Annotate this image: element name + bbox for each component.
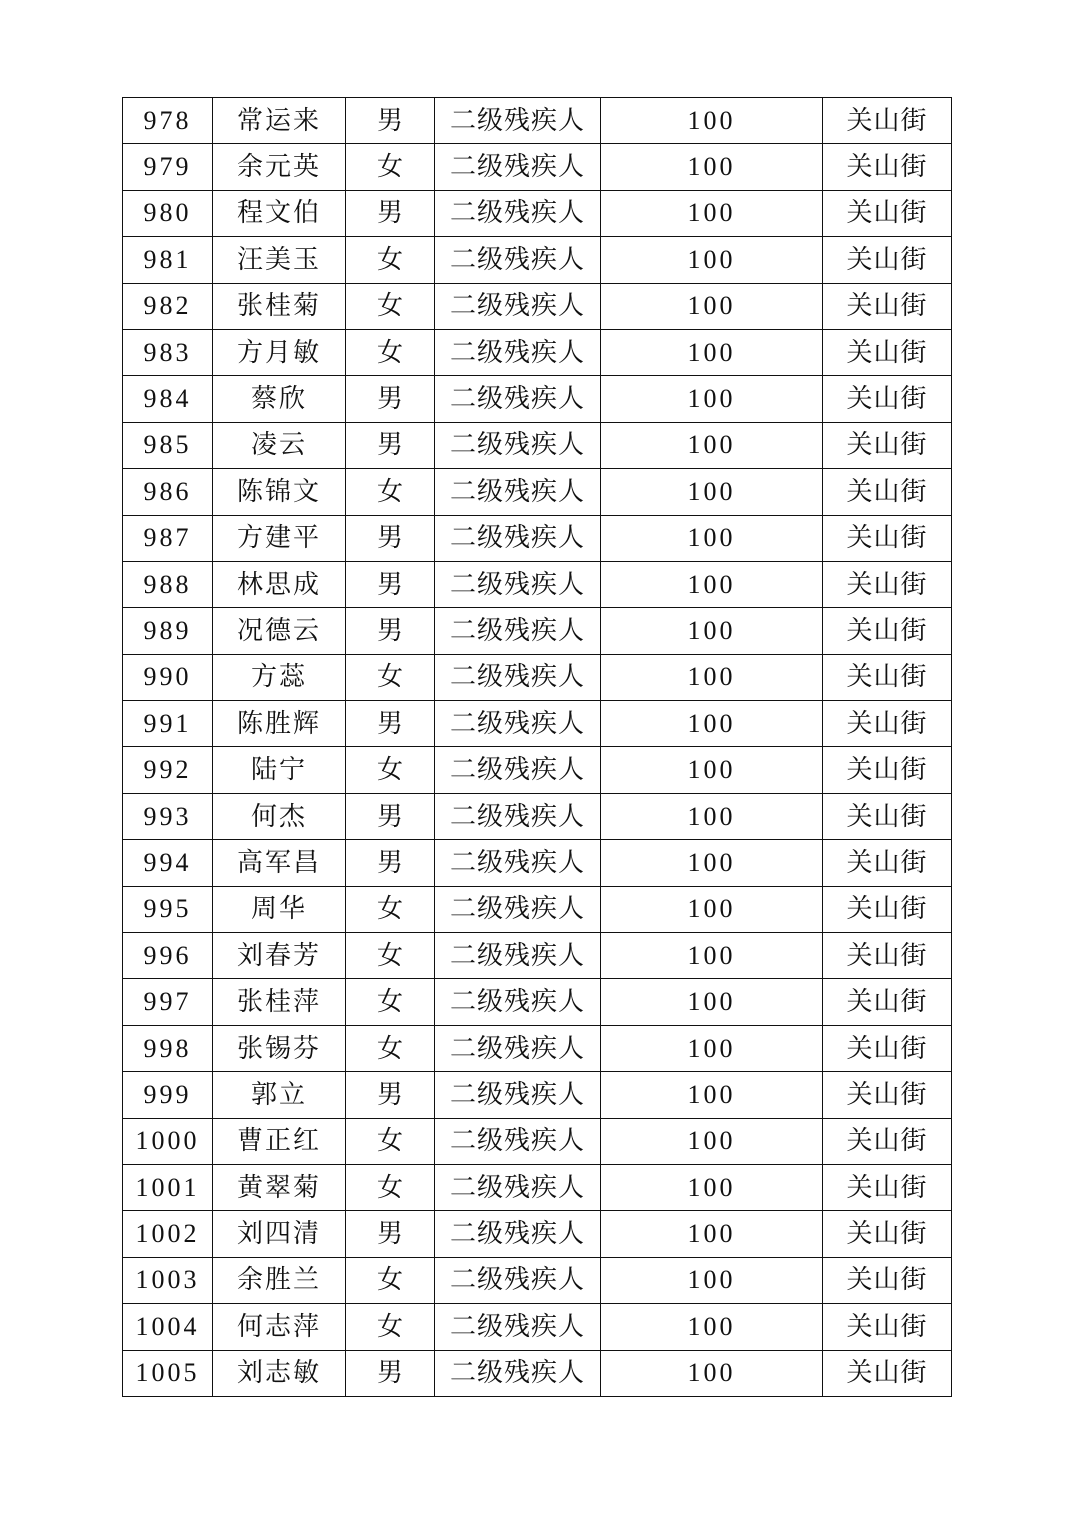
amount-cell: 100	[601, 747, 823, 793]
street-cell: 关山街	[823, 654, 952, 700]
disability-category-cell: 二级残疾人	[435, 1350, 601, 1396]
disability-category-cell: 二级残疾人	[435, 1072, 601, 1118]
street-cell: 关山街	[823, 98, 952, 144]
street-cell: 关山街	[823, 329, 952, 375]
disability-category-cell: 二级残疾人	[435, 1257, 601, 1303]
disability-category-cell: 二级残疾人	[435, 608, 601, 654]
table-row	[123, 422, 952, 468]
amount-cell: 100	[601, 422, 823, 468]
serial-number-cell: 978	[123, 98, 213, 144]
serial-number-cell: 995	[123, 886, 213, 932]
table-row	[123, 747, 952, 793]
amount-cell: 100	[601, 1025, 823, 1071]
gender-cell: 男	[346, 515, 435, 561]
gender-cell: 男	[346, 608, 435, 654]
roster-table	[122, 97, 952, 1397]
gender-cell: 女	[346, 329, 435, 375]
gender-cell: 男	[346, 793, 435, 839]
table-row	[123, 1025, 952, 1071]
street-cell: 关山街	[823, 1304, 952, 1350]
gender-cell: 男	[346, 190, 435, 236]
serial-number-cell: 985	[123, 422, 213, 468]
table-row	[123, 933, 952, 979]
gender-cell: 女	[346, 144, 435, 190]
disability-category-cell: 二级残疾人	[435, 747, 601, 793]
disability-category-cell: 二级残疾人	[435, 237, 601, 283]
name-cell: 陈胜辉	[213, 701, 346, 747]
gender-cell: 女	[346, 469, 435, 515]
disability-category-cell: 二级残疾人	[435, 190, 601, 236]
serial-number-cell: 991	[123, 701, 213, 747]
street-cell: 关山街	[823, 747, 952, 793]
name-cell: 刘志敏	[213, 1350, 346, 1396]
table-row	[123, 329, 952, 375]
serial-number-cell: 981	[123, 237, 213, 283]
disability-category-cell: 二级残疾人	[435, 561, 601, 607]
street-cell: 关山街	[823, 422, 952, 468]
disability-category-cell: 二级残疾人	[435, 422, 601, 468]
gender-cell: 男	[346, 561, 435, 607]
gender-cell: 女	[346, 747, 435, 793]
serial-number-cell: 1003	[123, 1257, 213, 1303]
gender-cell: 男	[346, 1211, 435, 1257]
amount-cell: 100	[601, 793, 823, 839]
amount-cell: 100	[601, 979, 823, 1025]
disability-category-cell: 二级残疾人	[435, 376, 601, 422]
serial-number-cell: 988	[123, 561, 213, 607]
table-row	[123, 1350, 952, 1396]
disability-category-cell: 二级残疾人	[435, 933, 601, 979]
serial-number-cell: 999	[123, 1072, 213, 1118]
serial-number-cell: 987	[123, 515, 213, 561]
amount-cell: 100	[601, 283, 823, 329]
name-cell: 曹正红	[213, 1118, 346, 1164]
disability-category-cell: 二级残疾人	[435, 840, 601, 886]
street-cell: 关山街	[823, 190, 952, 236]
amount-cell: 100	[601, 144, 823, 190]
serial-number-cell: 1002	[123, 1211, 213, 1257]
table-row	[123, 886, 952, 932]
gender-cell: 女	[346, 933, 435, 979]
table-row	[123, 237, 952, 283]
disability-category-cell: 二级残疾人	[435, 1211, 601, 1257]
name-cell: 何志萍	[213, 1304, 346, 1350]
amount-cell: 100	[601, 329, 823, 375]
table-row	[123, 1118, 952, 1164]
gender-cell: 男	[346, 422, 435, 468]
gender-cell: 女	[346, 1164, 435, 1210]
disability-category-cell: 二级残疾人	[435, 1304, 601, 1350]
name-cell: 郭立	[213, 1072, 346, 1118]
amount-cell: 100	[601, 190, 823, 236]
amount-cell: 100	[601, 1118, 823, 1164]
serial-number-cell: 1005	[123, 1350, 213, 1396]
table-row	[123, 979, 952, 1025]
amount-cell: 100	[601, 1211, 823, 1257]
serial-number-cell: 986	[123, 469, 213, 515]
name-cell: 周华	[213, 886, 346, 932]
name-cell: 汪美玉	[213, 237, 346, 283]
name-cell: 蔡欣	[213, 376, 346, 422]
street-cell: 关山街	[823, 1257, 952, 1303]
table-row	[123, 98, 952, 144]
table-row	[123, 1257, 952, 1303]
street-cell: 关山街	[823, 376, 952, 422]
gender-cell: 男	[346, 840, 435, 886]
name-cell: 张锡芬	[213, 1025, 346, 1071]
amount-cell: 100	[601, 1164, 823, 1210]
street-cell: 关山街	[823, 840, 952, 886]
disability-category-cell: 二级残疾人	[435, 329, 601, 375]
table-row	[123, 701, 952, 747]
name-cell: 方建平	[213, 515, 346, 561]
gender-cell: 女	[346, 979, 435, 1025]
street-cell: 关山街	[823, 1211, 952, 1257]
disability-category-cell: 二级残疾人	[435, 886, 601, 932]
table-row	[123, 1304, 952, 1350]
disability-category-cell: 二级残疾人	[435, 144, 601, 190]
street-cell: 关山街	[823, 283, 952, 329]
serial-number-cell: 982	[123, 283, 213, 329]
street-cell: 关山街	[823, 144, 952, 190]
name-cell: 凌云	[213, 422, 346, 468]
name-cell: 方月敏	[213, 329, 346, 375]
disability-category-cell: 二级残疾人	[435, 283, 601, 329]
amount-cell: 100	[601, 1072, 823, 1118]
gender-cell: 男	[346, 701, 435, 747]
gender-cell: 男	[346, 376, 435, 422]
serial-number-cell: 998	[123, 1025, 213, 1071]
street-cell: 关山街	[823, 793, 952, 839]
street-cell: 关山街	[823, 1350, 952, 1396]
amount-cell: 100	[601, 561, 823, 607]
name-cell: 况德云	[213, 608, 346, 654]
gender-cell: 女	[346, 1257, 435, 1303]
table-row	[123, 654, 952, 700]
gender-cell: 女	[346, 886, 435, 932]
table-row	[123, 1164, 952, 1210]
street-cell: 关山街	[823, 469, 952, 515]
table-row	[123, 283, 952, 329]
serial-number-cell: 993	[123, 793, 213, 839]
table-row	[123, 144, 952, 190]
amount-cell: 100	[601, 469, 823, 515]
amount-cell: 100	[601, 840, 823, 886]
gender-cell: 女	[346, 654, 435, 700]
serial-number-cell: 984	[123, 376, 213, 422]
serial-number-cell: 992	[123, 747, 213, 793]
name-cell: 林思成	[213, 561, 346, 607]
gender-cell: 男	[346, 1350, 435, 1396]
table-row	[123, 793, 952, 839]
serial-number-cell: 979	[123, 144, 213, 190]
street-cell: 关山街	[823, 608, 952, 654]
serial-number-cell: 994	[123, 840, 213, 886]
serial-number-cell: 980	[123, 190, 213, 236]
amount-cell: 100	[601, 515, 823, 561]
gender-cell: 女	[346, 237, 435, 283]
table-row	[123, 1211, 952, 1257]
amount-cell: 100	[601, 98, 823, 144]
name-cell: 刘春芳	[213, 933, 346, 979]
disability-category-cell: 二级残疾人	[435, 1025, 601, 1071]
serial-number-cell: 983	[123, 329, 213, 375]
table-row	[123, 1072, 952, 1118]
amount-cell: 100	[601, 608, 823, 654]
roster-table-body	[123, 98, 952, 1397]
serial-number-cell: 1001	[123, 1164, 213, 1210]
amount-cell: 100	[601, 1304, 823, 1350]
amount-cell: 100	[601, 1257, 823, 1303]
serial-number-cell: 996	[123, 933, 213, 979]
street-cell: 关山街	[823, 1072, 952, 1118]
serial-number-cell: 1004	[123, 1304, 213, 1350]
table-row	[123, 608, 952, 654]
amount-cell: 100	[601, 1350, 823, 1396]
amount-cell: 100	[601, 654, 823, 700]
amount-cell: 100	[601, 933, 823, 979]
name-cell: 陈锦文	[213, 469, 346, 515]
disability-category-cell: 二级残疾人	[435, 701, 601, 747]
gender-cell: 女	[346, 1025, 435, 1071]
gender-cell: 女	[346, 1304, 435, 1350]
gender-cell: 女	[346, 283, 435, 329]
street-cell: 关山街	[823, 886, 952, 932]
name-cell: 张桂萍	[213, 979, 346, 1025]
street-cell: 关山街	[823, 701, 952, 747]
disability-category-cell: 二级残疾人	[435, 1164, 601, 1210]
street-cell: 关山街	[823, 561, 952, 607]
disability-category-cell: 二级残疾人	[435, 515, 601, 561]
name-cell: 方蕊	[213, 654, 346, 700]
name-cell: 黄翠菊	[213, 1164, 346, 1210]
amount-cell: 100	[601, 701, 823, 747]
table-row	[123, 515, 952, 561]
street-cell: 关山街	[823, 237, 952, 283]
serial-number-cell: 989	[123, 608, 213, 654]
name-cell: 高军昌	[213, 840, 346, 886]
table-row	[123, 840, 952, 886]
amount-cell: 100	[601, 376, 823, 422]
table-row	[123, 376, 952, 422]
disability-category-cell: 二级残疾人	[435, 1118, 601, 1164]
table-row	[123, 469, 952, 515]
name-cell: 张桂菊	[213, 283, 346, 329]
amount-cell: 100	[601, 886, 823, 932]
disability-category-cell: 二级残疾人	[435, 98, 601, 144]
disability-category-cell: 二级残疾人	[435, 654, 601, 700]
table-row	[123, 561, 952, 607]
name-cell: 余胜兰	[213, 1257, 346, 1303]
street-cell: 关山街	[823, 933, 952, 979]
disability-category-cell: 二级残疾人	[435, 979, 601, 1025]
serial-number-cell: 997	[123, 979, 213, 1025]
table-row	[123, 190, 952, 236]
street-cell: 关山街	[823, 979, 952, 1025]
gender-cell: 女	[346, 1118, 435, 1164]
name-cell: 何杰	[213, 793, 346, 839]
name-cell: 余元英	[213, 144, 346, 190]
street-cell: 关山街	[823, 1118, 952, 1164]
name-cell: 常运来	[213, 98, 346, 144]
street-cell: 关山街	[823, 1025, 952, 1071]
gender-cell: 男	[346, 98, 435, 144]
serial-number-cell: 990	[123, 654, 213, 700]
disability-category-cell: 二级残疾人	[435, 793, 601, 839]
street-cell: 关山街	[823, 1164, 952, 1210]
disability-category-cell: 二级残疾人	[435, 469, 601, 515]
amount-cell: 100	[601, 237, 823, 283]
serial-number-cell: 1000	[123, 1118, 213, 1164]
street-cell: 关山街	[823, 515, 952, 561]
name-cell: 程文伯	[213, 190, 346, 236]
name-cell: 刘四清	[213, 1211, 346, 1257]
name-cell: 陆宁	[213, 747, 346, 793]
gender-cell: 男	[346, 1072, 435, 1118]
